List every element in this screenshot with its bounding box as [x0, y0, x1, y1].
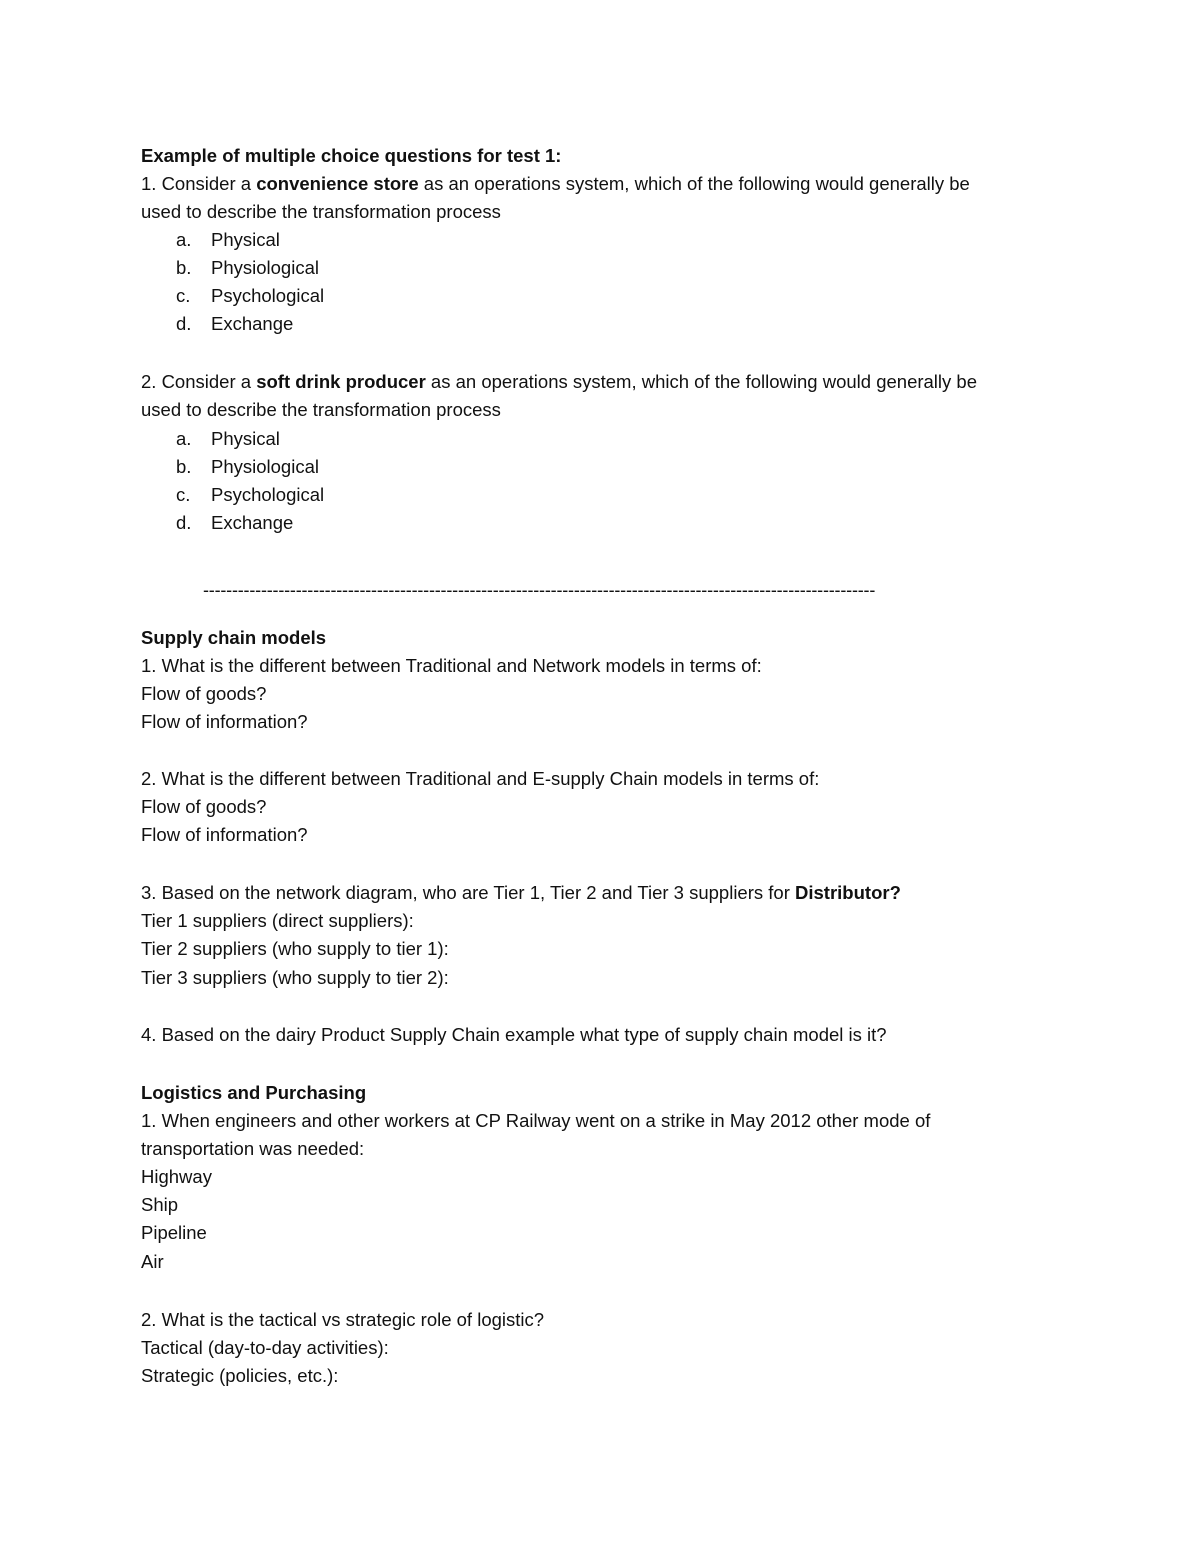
logistics-question-1-line-2: transportation was needed:: [141, 1138, 365, 1159]
option-a: a. Physical: [176, 428, 280, 449]
supply-question-1-information: Flow of information?: [141, 711, 308, 732]
supply-question-1: 1. What is the different between Traditional and Network models in terms of:: [141, 655, 762, 676]
mode-air: Air: [141, 1251, 164, 1272]
supply-question-4: 4. Based on the dairy Product Supply Chain example what type of supply chain model is it?: [141, 1024, 887, 1045]
question-1-line-2: used to describe the transformation process: [141, 201, 501, 222]
strategic-role: Strategic (policies, etc.):: [141, 1365, 339, 1386]
tier-1-suppliers: Tier 1 suppliers (direct suppliers):: [141, 910, 414, 931]
mode-pipeline: Pipeline: [141, 1222, 207, 1243]
supply-question-2: 2. What is the different between Traditional and E-supply Chain models in terms of:: [141, 768, 820, 789]
option-b: b. Physiological: [176, 456, 319, 477]
tier-2-suppliers: Tier 2 suppliers (who supply to tier 1):: [141, 938, 449, 959]
question-1-line-1: 1. Consider a convenience store as an operations system, which of the following would generally be: [141, 173, 970, 194]
supply-question-2-goods: Flow of goods?: [141, 796, 267, 817]
supply-question-2-information: Flow of information?: [141, 824, 308, 845]
option-a: a. Physical: [176, 229, 280, 250]
dashed-separator: --------------------------------------------------------------------------------------------------------------------: [203, 580, 876, 600]
logistics-question-1-line-1: 1. When engineers and other workers at CP Railway went on a strike in May 2012 other mode of: [141, 1110, 931, 1131]
option-d: d. Exchange: [176, 512, 294, 533]
supply-question-1-goods: Flow of goods?: [141, 683, 267, 704]
option-c: c. Psychological: [176, 484, 325, 505]
tactical-role: Tactical (day-to-day activities):: [141, 1337, 389, 1358]
tier-3-suppliers: Tier 3 suppliers (who supply to tier 2):: [141, 967, 449, 988]
option-d: d. Exchange: [176, 313, 294, 334]
section-heading-multiple-choice: Example of multiple choice questions for test 1:: [141, 145, 562, 166]
mode-ship: Ship: [141, 1194, 179, 1215]
logistics-question-2: 2. What is the tactical vs strategic role of logistic?: [141, 1309, 545, 1330]
supply-question-3: 3. Based on the network diagram, who are Tier 1, Tier 2 and Tier 3 suppliers for Distributor?: [141, 882, 901, 903]
option-c: c. Psychological: [176, 285, 325, 306]
question-2-line-1: 2. Consider a soft drink producer as an operations system, which of the following would generally be: [141, 371, 977, 392]
mode-highway: Highway: [141, 1166, 212, 1187]
option-b: b. Physiological: [176, 257, 319, 278]
section-heading-logistics: Logistics and Purchasing: [141, 1082, 367, 1103]
section-heading-supply-chain-models: Supply chain models: [141, 627, 327, 648]
question-2-line-2: used to describe the transformation process: [141, 399, 501, 420]
